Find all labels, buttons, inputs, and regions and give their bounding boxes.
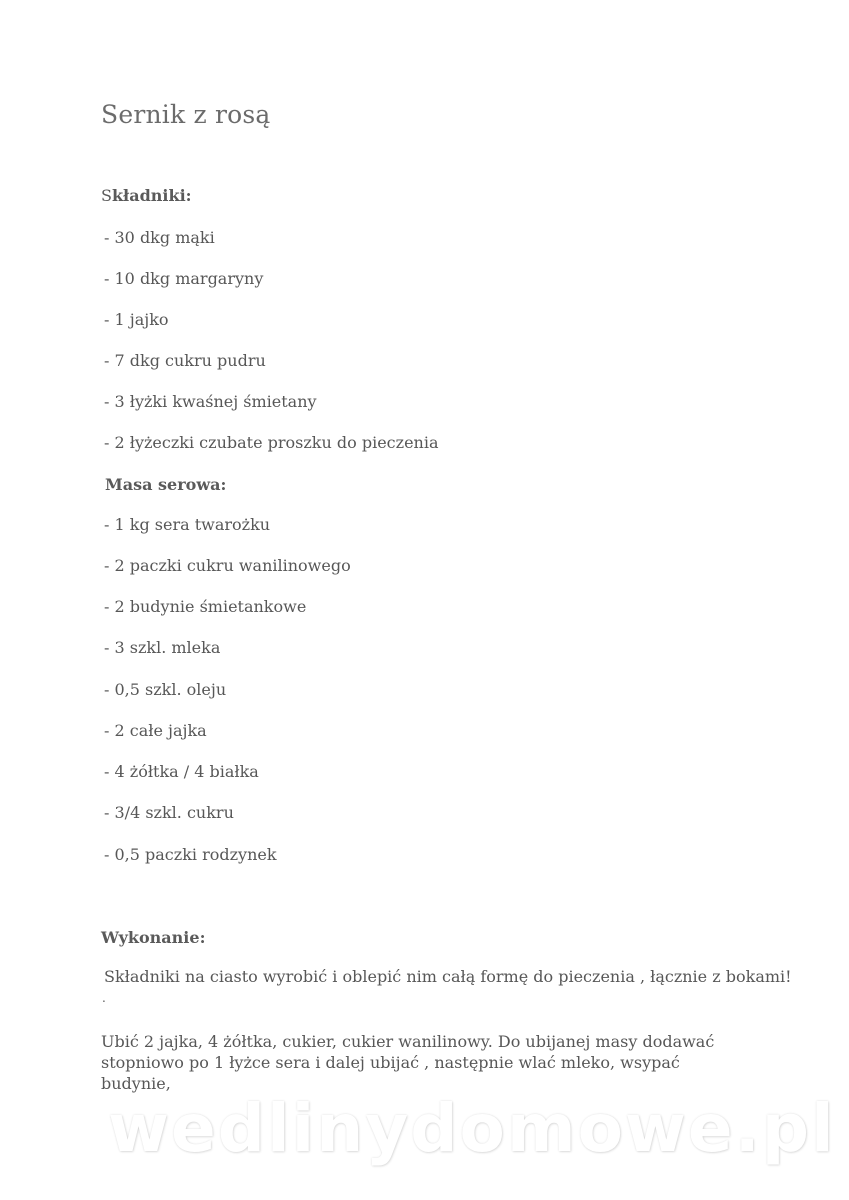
- ingredient-item: - 7 dkg cukru pudru: [104, 351, 266, 370]
- preparation-heading: Wykonanie:: [101, 928, 206, 947]
- ingredients-heading-initial: S: [101, 186, 112, 205]
- ingredients-heading: [101, 186, 192, 205]
- preparation-paragraph-1-dot: .: [102, 991, 106, 1005]
- preparation-paragraph-1: Składniki na ciasto wyrobić i oblepić nim całą formę do pieczenia , łącznie z bokami!: [104, 967, 792, 986]
- ingredient-item: - 30 dkg mąki: [104, 228, 215, 247]
- ingredient-item: - 10 dkg margaryny: [104, 269, 264, 288]
- cheese-mass-item: - 4 żółtka / 4 białka: [104, 762, 259, 781]
- cheese-mass-item: - 2 budynie śmietankowe: [104, 597, 307, 616]
- cheese-mass-item: - 0,5 szkl. oleju: [104, 680, 227, 699]
- cheese-mass-item: - 3/4 szkl. cukru: [104, 803, 234, 822]
- cheese-mass-item: - 2 paczki cukru wanilinowego: [104, 556, 351, 575]
- cheese-mass-item: - 3 szkl. mleka: [104, 638, 221, 657]
- recipe-title: Sernik z rosą: [101, 100, 271, 129]
- cheese-mass-heading: Masa serowa:: [105, 475, 227, 494]
- preparation-paragraph-2: Ubić 2 jajka, 4 żółtka, cukier, cukier wanilinowy. Do ubijanej masy dodawać stopniowo po 1 łyżce sera i dalej ubijać , następnie wlać mleko, wsypać budynie,: [101, 1032, 715, 1093]
- ingredient-item: - 2 łyżeczki czubate proszku do pieczenia: [104, 433, 439, 452]
- ingredient-item: - 1 jajko: [104, 310, 169, 329]
- cheese-mass-item: - 1 kg sera twarożku: [104, 515, 271, 534]
- ingredients-heading-rest: kładniki:: [111, 186, 192, 205]
- watermark-text: wedlinydomowe.pl: [108, 1090, 836, 1167]
- cheese-mass-item: - 0,5 paczki rodzynek: [104, 845, 277, 864]
- ingredient-item: - 3 łyżki kwaśnej śmietany: [104, 392, 317, 411]
- cheese-mass-item: - 2 całe jajka: [104, 721, 207, 740]
